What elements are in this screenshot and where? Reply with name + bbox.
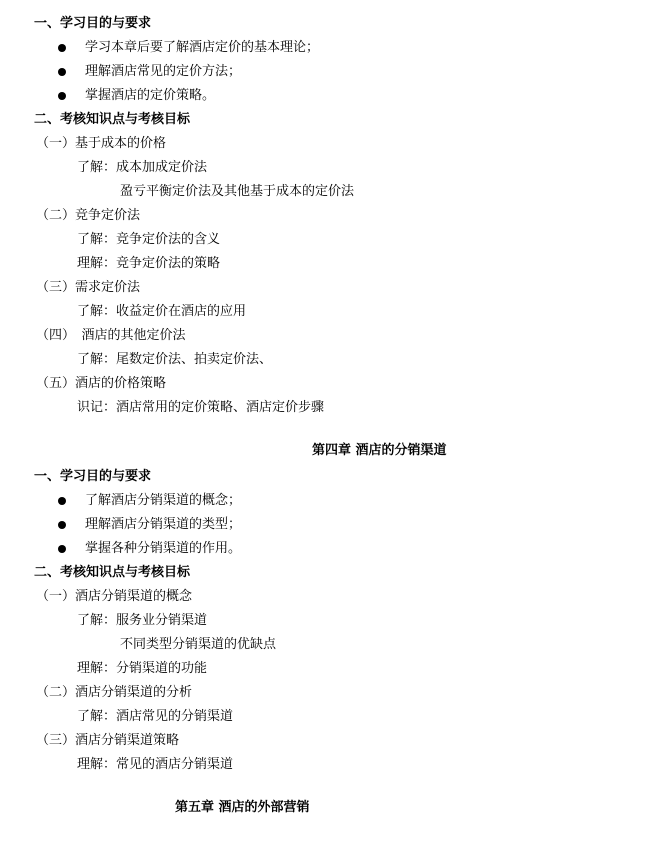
knowledge-item: 盈亏平衡定价法及其他基于成本的定价法 (120, 184, 355, 199)
subsection-heading: （一）酒店分销渠道的概念 (36, 589, 193, 604)
chapter-title: 第五章 酒店的外部营销 (175, 800, 310, 815)
knowledge-item: 理解：竞争定价法的策略 (77, 256, 221, 271)
subsection-heading: （五）酒店的价格策略 (36, 376, 167, 391)
subsection-heading: （三）酒店分销渠道策略 (36, 733, 180, 748)
bullet-icon (58, 44, 66, 52)
subsection-heading: （二）竞争定价法 (36, 208, 141, 223)
knowledge-item: 了解：收益定价在酒店的应用 (77, 304, 247, 319)
objective-item: 了解酒店分销渠道的概念； (85, 493, 242, 508)
knowledge-item: 理解：分销渠道的功能 (77, 661, 208, 676)
assessment-heading: 二、考核知识点与考核目标 (34, 565, 191, 580)
knowledge-item: 了解：竞争定价法的含义 (77, 232, 221, 247)
objective-item: 掌握各种分销渠道的作用。 (85, 541, 242, 556)
bullet-icon (58, 92, 66, 100)
knowledge-item: 了解：服务业分销渠道 (77, 613, 208, 628)
knowledge-item: 了解：成本加成定价法 (77, 160, 208, 175)
subsection-heading: （四） 酒店的其他定价法 (36, 328, 186, 343)
knowledge-item: 理解：常见的酒店分销渠道 (77, 757, 234, 772)
subsection-heading: （一）基于成本的价格 (36, 136, 167, 151)
objective-item: 掌握酒店的定价策略。 (85, 88, 216, 103)
knowledge-item: 了解：尾数定价法、拍卖定价法、 (77, 352, 273, 367)
knowledge-item: 了解：酒店常见的分销渠道 (77, 709, 234, 724)
objectives-heading: 一、学习目的与要求 (34, 16, 152, 31)
objective-item: 理解酒店分销渠道的类型； (85, 517, 242, 532)
knowledge-item: 识记：酒店常用的定价策略、酒店定价步骤 (77, 400, 325, 415)
subsection-heading: （三）需求定价法 (36, 280, 141, 295)
chapter-title: 第四章 酒店的分销渠道 (312, 443, 447, 458)
bullet-icon (58, 68, 66, 76)
objective-item: 学习本章后要了解酒店定价的基本理论； (85, 40, 320, 55)
bullet-icon (58, 545, 66, 553)
objective-item: 理解酒店常见的定价方法； (85, 64, 242, 79)
bullet-icon (58, 497, 66, 505)
objectives-heading: 一、学习目的与要求 (34, 469, 152, 484)
assessment-heading: 二、考核知识点与考核目标 (34, 112, 191, 127)
subsection-heading: （二）酒店分销渠道的分析 (36, 685, 193, 700)
knowledge-item: 不同类型分销渠道的优缺点 (120, 637, 277, 652)
bullet-icon (58, 521, 66, 529)
